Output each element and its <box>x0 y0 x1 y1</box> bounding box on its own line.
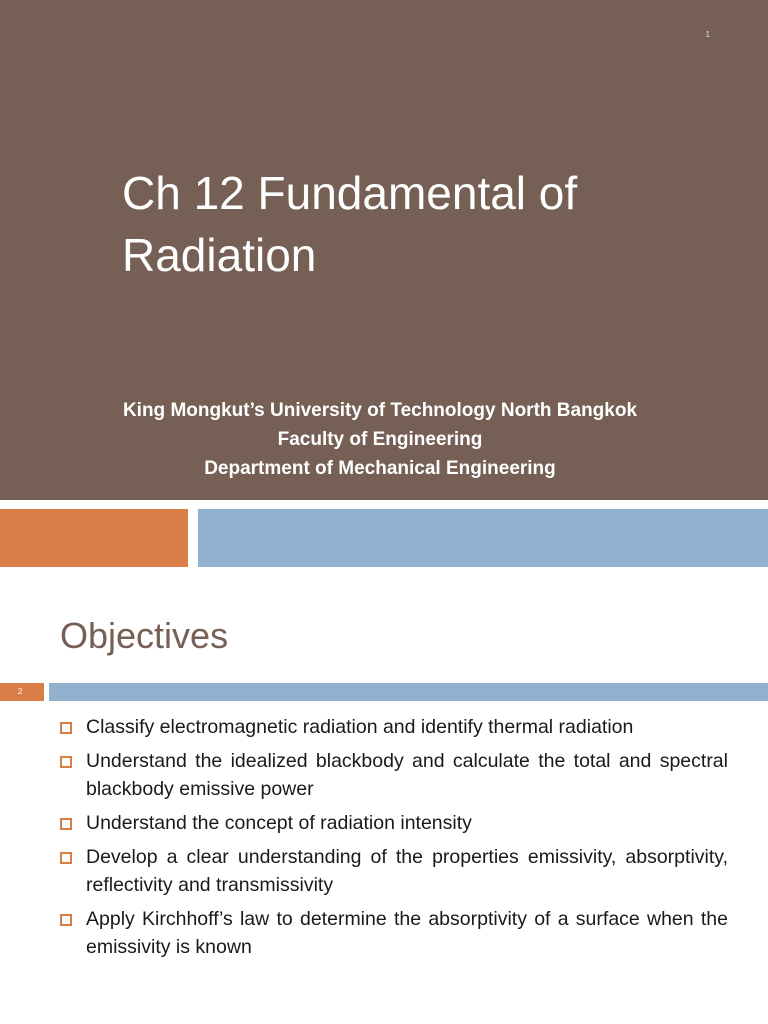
square-bullet-icon <box>60 914 72 926</box>
objective-text: Classify electromagnetic radiation and identify thermal radiation <box>86 716 634 738</box>
orange-accent-band <box>0 509 188 567</box>
slide-title <box>122 162 722 286</box>
blue-divider-bar <box>49 683 768 701</box>
slide-1-page-number: 1 <box>705 30 710 39</box>
title-slide-background <box>0 0 768 500</box>
square-bullet-icon <box>60 722 72 734</box>
objective-item <box>58 713 728 741</box>
slide-title-line-1: Ch 12 Fundamental of <box>122 167 578 219</box>
objective-item <box>58 843 728 899</box>
objective-item <box>58 905 728 961</box>
slide-subtitle <box>0 396 760 483</box>
subtitle-department: Department of Mechanical Engineering <box>204 458 556 479</box>
objective-item <box>58 809 728 837</box>
objective-item <box>58 747 728 803</box>
objective-text: Understand the idealized blackbody and calculate the total and spectral blackbody emissive power <box>86 750 728 800</box>
objective-text: Understand the concept of radiation intensity <box>86 812 472 834</box>
subtitle-university: King Mongkut’s University of Technology North Bangkok <box>122 400 638 421</box>
slide-title-line-2: Radiation <box>122 229 317 281</box>
slide-2-page-number: 2 <box>0 683 44 701</box>
objective-text: Develop a clear understanding of the properties emissivity, absorptivity, reflectivity and transmissivity <box>86 846 728 896</box>
square-bullet-icon <box>60 818 72 830</box>
blue-accent-band <box>198 509 768 567</box>
objective-text: Apply Kirchhoff’s law to determine the absorptivity of a surface when the emissivity is known <box>86 908 728 958</box>
subtitle-faculty: Faculty of Engineering <box>277 429 483 450</box>
objectives-heading: Objectives <box>60 615 229 656</box>
objectives-list <box>58 713 728 967</box>
square-bullet-icon <box>60 852 72 864</box>
square-bullet-icon <box>60 756 72 768</box>
